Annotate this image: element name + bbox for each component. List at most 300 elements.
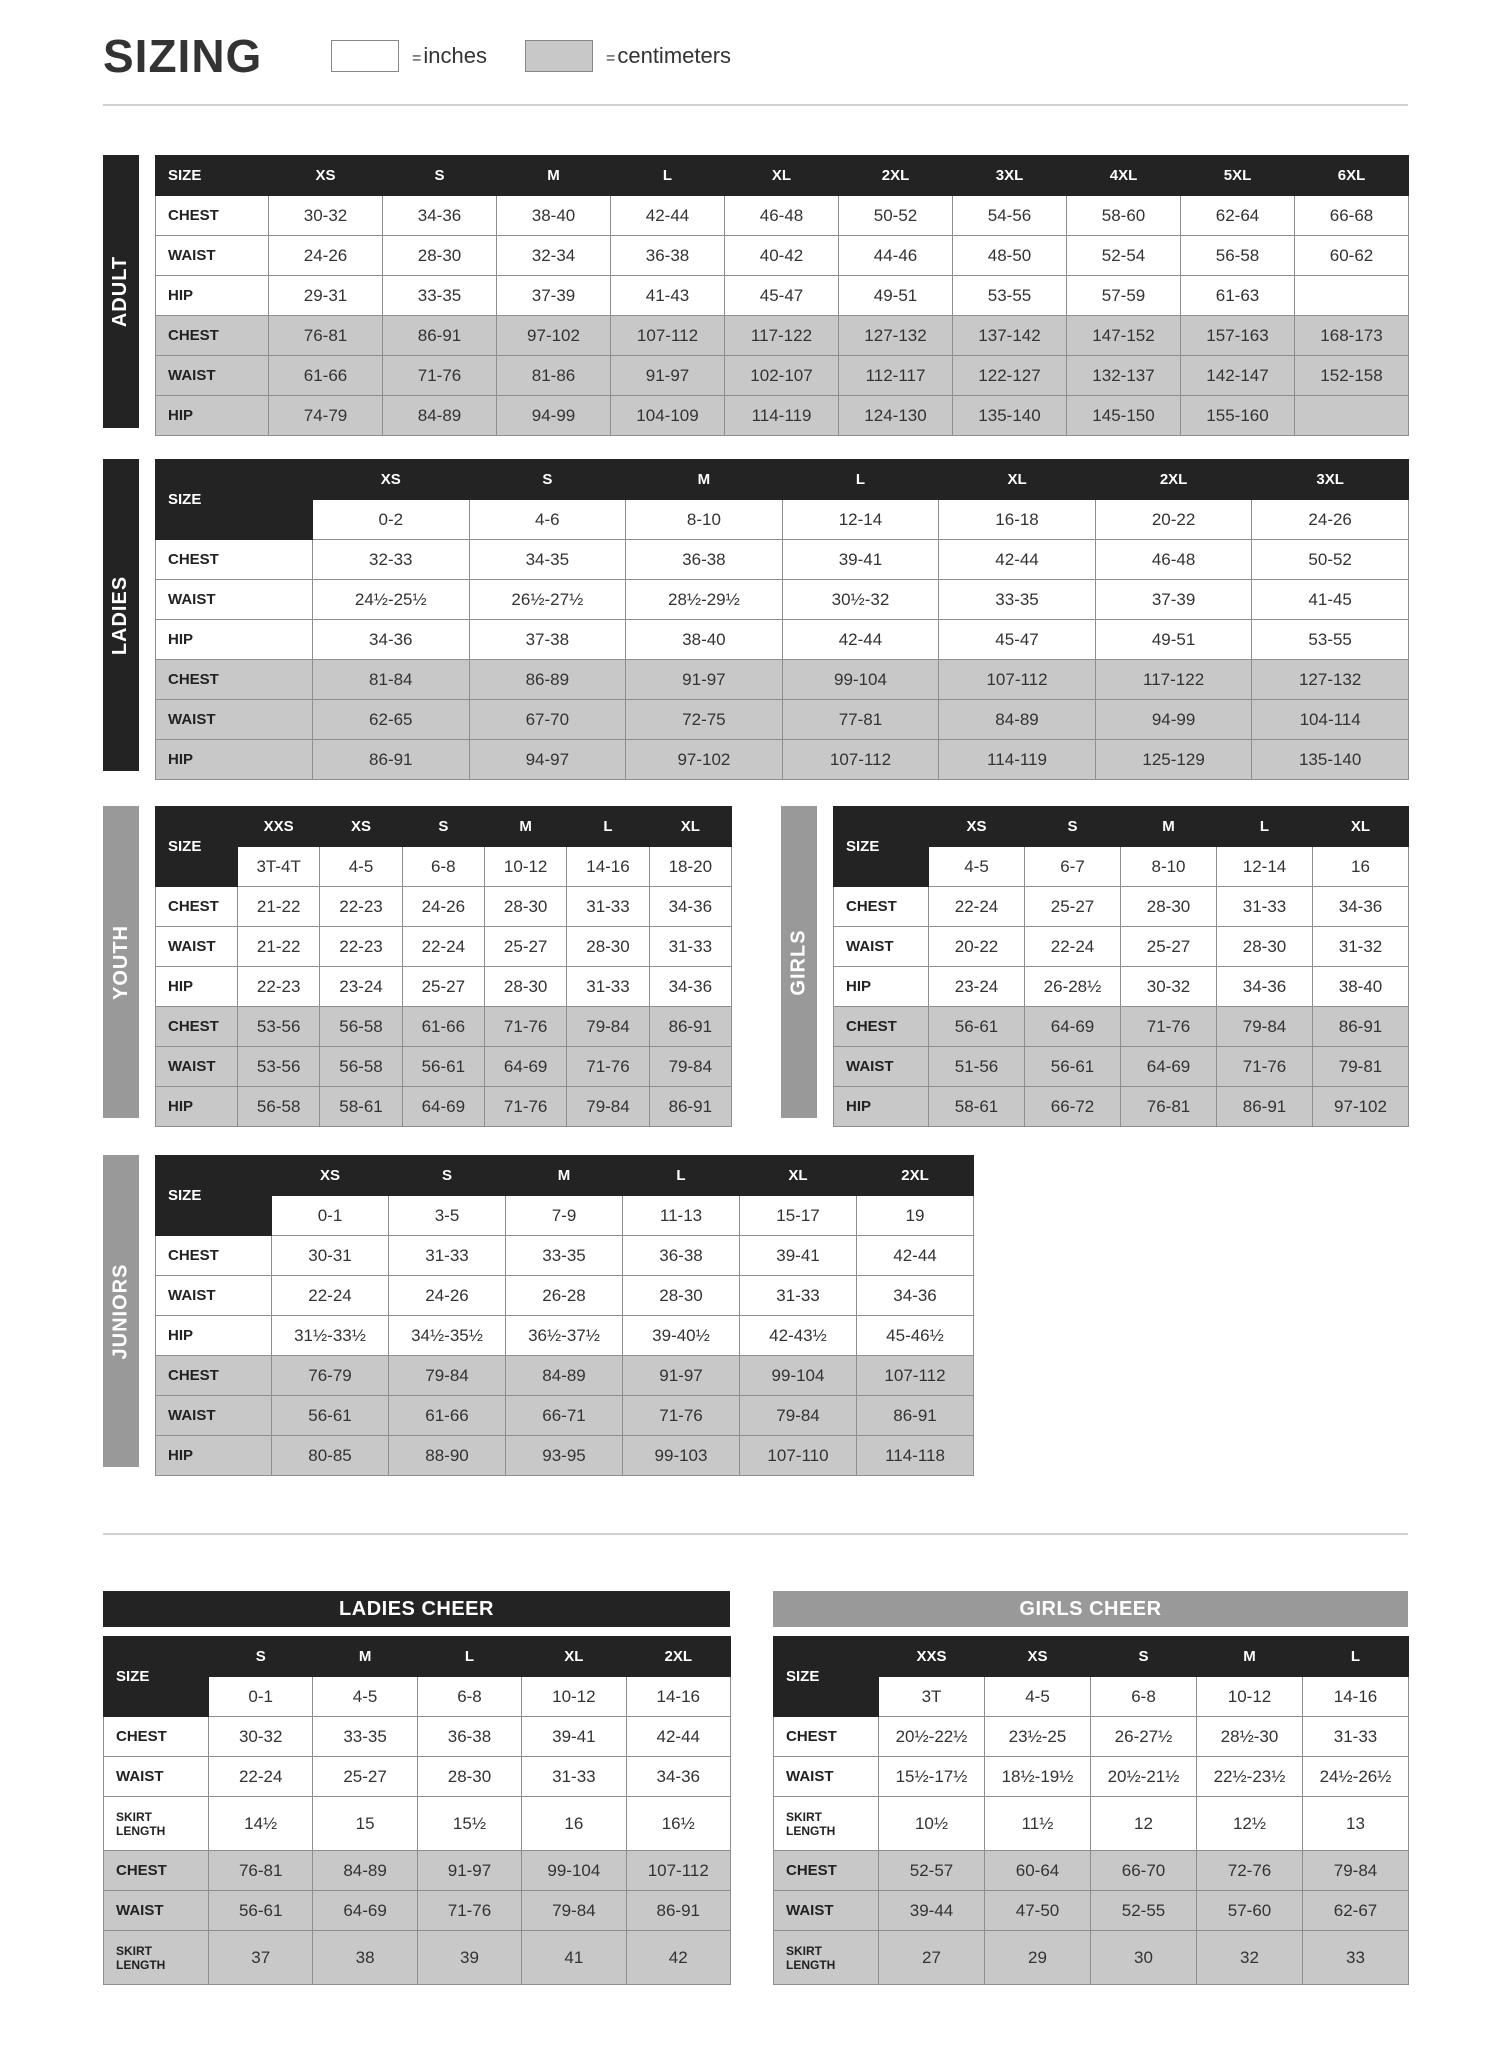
size-value-cell: 117-122 [725, 316, 839, 356]
size-value-cell [1295, 276, 1409, 316]
size-value-cell: 64-69 [313, 1891, 417, 1931]
inches-swatch [331, 40, 399, 72]
numeric-size-cell: 10-12 [522, 1677, 626, 1717]
size-value-cell: 33-35 [939, 580, 1096, 620]
size-header-l: L [782, 460, 939, 500]
size-value-cell: 142-147 [1181, 356, 1295, 396]
size-value-cell: 67-70 [469, 700, 626, 740]
hip-cm-row [156, 396, 1409, 436]
size-value-cell: 132-137 [1067, 356, 1181, 396]
measurement-label: WAIST [774, 1757, 879, 1797]
size-value-cell: 49-51 [1095, 620, 1252, 660]
size-value-cell: 28-30 [484, 887, 566, 927]
size-value-cell: 42-44 [611, 196, 725, 236]
size-header-l: L [611, 156, 725, 196]
size-value-cell: 53-55 [1252, 620, 1409, 660]
numeric-size-row [156, 847, 732, 887]
size-value-cell: 22½-23½ [1197, 1757, 1303, 1797]
ladies-cheer-size-table [103, 1636, 731, 1985]
size-value-cell: 145-150 [1067, 396, 1181, 436]
size-value-cell: 88-90 [389, 1436, 506, 1476]
size-value-cell: 71-76 [567, 1047, 649, 1087]
size-value-cell: 39-41 [522, 1717, 626, 1757]
size-value-cell: 112-117 [839, 356, 953, 396]
chest-cm-row [156, 660, 1409, 700]
size-value-cell: 16½ [626, 1797, 730, 1851]
size-value-cell: 20-22 [929, 927, 1025, 967]
size-header-xl: XL [725, 156, 839, 196]
size-value-cell: 12 [1091, 1797, 1197, 1851]
size-value-cell: 71-76 [1217, 1047, 1313, 1087]
size-value-cell: 31-33 [1303, 1717, 1409, 1757]
size-value-cell: 62-67 [1303, 1891, 1409, 1931]
size-header-xxs: XXS [238, 807, 320, 847]
size-header-xs: XS [929, 807, 1025, 847]
size-value-cell: 39-41 [740, 1236, 857, 1276]
numeric-size-cell: 6-7 [1025, 847, 1121, 887]
size-value-cell: 15½ [417, 1797, 521, 1851]
size-value-cell: 71-76 [484, 1007, 566, 1047]
measurement-label: CHEST [834, 1007, 929, 1047]
inches-legend [412, 41, 487, 74]
size-value-cell: 34-36 [649, 967, 731, 1007]
size-value-cell: 37-38 [469, 620, 626, 660]
size-value-cell: 66-72 [1025, 1087, 1121, 1127]
size-value-cell: 61-66 [269, 356, 383, 396]
measurement-label: HIP [156, 620, 313, 660]
size-value-cell: 54-56 [953, 196, 1067, 236]
size-header-2xl: 2XL [1095, 460, 1252, 500]
size-value-cell: 56-58 [238, 1087, 320, 1127]
ladies-cheer-title: LADIES CHEER [103, 1591, 730, 1627]
size-value-cell: 86-91 [857, 1396, 974, 1436]
size-value-cell: 24-26 [269, 236, 383, 276]
size-header-m: M [1197, 1637, 1303, 1677]
size-value-cell: 41-45 [1252, 580, 1409, 620]
size-value-cell: 94-99 [1095, 700, 1252, 740]
size-value-cell: 30-32 [269, 196, 383, 236]
size-value-cell: 40-42 [725, 236, 839, 276]
ladies-size-table [155, 459, 1409, 780]
youth-size-table [155, 806, 732, 1127]
size-value-cell: 124-130 [839, 396, 953, 436]
size-column-label: SIZE [156, 807, 238, 887]
measurement-label: HIP [156, 967, 238, 1007]
numeric-size-cell: 4-5 [985, 1677, 1091, 1717]
size-value-cell: 91-97 [626, 660, 783, 700]
size-value-cell: 86-91 [383, 316, 497, 356]
chest-cm-row [156, 1007, 732, 1047]
equals-sign: = [606, 50, 616, 67]
size-value-cell: 107-112 [857, 1356, 974, 1396]
measurement-label: WAIST [156, 236, 269, 276]
middle-divider [103, 1533, 1408, 1535]
size-value-cell: 18½-19½ [985, 1757, 1091, 1797]
size-header-4xl: 4XL [1067, 156, 1181, 196]
size-value-cell: 91-97 [623, 1356, 740, 1396]
chest-cm-row [156, 316, 1409, 356]
numeric-size-cell: 16-18 [939, 500, 1096, 540]
numeric-size-cell: 12-14 [1217, 847, 1313, 887]
numeric-size-cell: 4-5 [929, 847, 1025, 887]
size-header-row [156, 156, 1409, 196]
size-header-l: L [417, 1637, 521, 1677]
size-value-cell: 27 [879, 1931, 985, 1985]
size-value-cell: 21-22 [238, 887, 320, 927]
size-value-cell: 33-35 [383, 276, 497, 316]
skirt-length-inches-row [104, 1797, 731, 1851]
size-column-label: SIZE [104, 1637, 209, 1717]
youth-section-label: YOUTH [103, 806, 139, 1118]
hip-cm-row [156, 1436, 974, 1476]
size-value-cell: 137-142 [953, 316, 1067, 356]
numeric-size-cell: 6-8 [1091, 1677, 1197, 1717]
numeric-size-cell: 4-6 [469, 500, 626, 540]
measurement-label: WAIST [156, 580, 313, 620]
size-value-cell: 31-33 [740, 1276, 857, 1316]
size-value-cell: 36-38 [626, 540, 783, 580]
size-value-cell: 76-79 [272, 1356, 389, 1396]
size-value-cell: 28-30 [567, 927, 649, 967]
size-value-cell: 34-35 [469, 540, 626, 580]
size-header-row [156, 460, 1409, 500]
size-value-cell: 99-104 [522, 1851, 626, 1891]
numeric-size-cell: 24-26 [1252, 500, 1409, 540]
measurement-label: HIP [834, 1087, 929, 1127]
measurement-label: WAIST [104, 1891, 209, 1931]
size-value-cell: 28-30 [623, 1276, 740, 1316]
size-value-cell: 48-50 [953, 236, 1067, 276]
size-header-row [104, 1637, 731, 1677]
size-value-cell: 13 [1303, 1797, 1409, 1851]
measurement-label [774, 1797, 879, 1851]
size-value-cell: 32 [1197, 1931, 1303, 1985]
numeric-size-cell: 14-16 [626, 1677, 730, 1717]
size-value-cell: 72-75 [626, 700, 783, 740]
size-value-cell: 26-27½ [1091, 1717, 1197, 1757]
measurement-label: CHEST [834, 887, 929, 927]
size-header-s: S [402, 807, 484, 847]
measurement-label: WAIST [156, 356, 269, 396]
measurement-label: HIP [156, 1316, 272, 1356]
numeric-size-cell: 0-1 [209, 1677, 313, 1717]
size-value-cell: 99-104 [740, 1356, 857, 1396]
size-value-cell: 15½-17½ [879, 1757, 985, 1797]
numeric-size-cell: 4-5 [320, 847, 402, 887]
size-value-cell: 42 [626, 1931, 730, 1985]
size-value-cell: 30-32 [1121, 967, 1217, 1007]
measurement-label-text: SKIRT LENGTH [786, 1809, 836, 1838]
waist-cm-row [156, 356, 1409, 396]
size-value-cell: 36-38 [611, 236, 725, 276]
size-value-cell: 77-81 [782, 700, 939, 740]
size-value-cell: 36-38 [417, 1717, 521, 1757]
hip-cm-row [834, 1087, 1409, 1127]
size-value-cell: 84-89 [313, 1851, 417, 1891]
size-value-cell: 102-107 [725, 356, 839, 396]
hip-inches-row [156, 276, 1409, 316]
size-value-cell: 62-65 [313, 700, 470, 740]
size-value-cell: 38-40 [497, 196, 611, 236]
waist-cm-row [774, 1891, 1409, 1931]
size-value-cell: 25-27 [1121, 927, 1217, 967]
size-value-cell: 99-103 [623, 1436, 740, 1476]
chest-inches-row [104, 1717, 731, 1757]
size-value-cell: 39 [417, 1931, 521, 1985]
size-value-cell: 50-52 [1252, 540, 1409, 580]
size-value-cell: 36½-37½ [506, 1316, 623, 1356]
size-value-cell: 36-38 [623, 1236, 740, 1276]
size-header-2xl: 2XL [839, 156, 953, 196]
waist-cm-row [156, 1047, 732, 1087]
centimeters-swatch [525, 40, 593, 72]
size-value-cell: 22-24 [272, 1276, 389, 1316]
measurement-label: CHEST [156, 1007, 238, 1047]
measurement-label [774, 1931, 879, 1985]
waist-cm-row [156, 700, 1409, 740]
size-value-cell: 122-127 [953, 356, 1067, 396]
hip-inches-row [156, 1316, 974, 1356]
size-value-cell: 127-132 [839, 316, 953, 356]
waist-inches-row [156, 1276, 974, 1316]
size-value-cell: 34-36 [649, 887, 731, 927]
size-value-cell: 44-46 [839, 236, 953, 276]
size-value-cell: 71-76 [623, 1396, 740, 1436]
size-value-cell: 45-47 [725, 276, 839, 316]
waist-inches-row [156, 236, 1409, 276]
size-header-xl: XL [649, 807, 731, 847]
size-value-cell: 30-32 [209, 1717, 313, 1757]
size-value-cell: 38-40 [1313, 967, 1409, 1007]
size-value-cell: 56-61 [1025, 1047, 1121, 1087]
numeric-size-cell: 18-20 [649, 847, 731, 887]
size-value-cell: 57-59 [1067, 276, 1181, 316]
size-value-cell: 34-36 [626, 1757, 730, 1797]
size-value-cell: 24½-25½ [313, 580, 470, 620]
size-value-cell: 30-31 [272, 1236, 389, 1276]
size-value-cell: 168-173 [1295, 316, 1409, 356]
size-value-cell: 42-44 [857, 1236, 974, 1276]
size-value-cell: 91-97 [417, 1851, 521, 1891]
size-value-cell: 71-76 [484, 1087, 566, 1127]
size-value-cell: 34-36 [383, 196, 497, 236]
size-header-m: M [506, 1156, 623, 1196]
size-value-cell: 23-24 [320, 967, 402, 1007]
chest-cm-row [834, 1007, 1409, 1047]
size-value-cell: 22-23 [320, 927, 402, 967]
hip-cm-row [156, 1087, 732, 1127]
size-value-cell: 32-34 [497, 236, 611, 276]
size-value-cell: 86-91 [626, 1891, 730, 1931]
measurement-label: HIP [156, 1436, 272, 1476]
measurement-label [104, 1931, 209, 1985]
measurement-label: WAIST [104, 1757, 209, 1797]
size-value-cell: 56-61 [209, 1891, 313, 1931]
numeric-size-cell: 10-12 [1197, 1677, 1303, 1717]
size-header-5xl: 5XL [1181, 156, 1295, 196]
chest-cm-row [774, 1851, 1409, 1891]
size-value-cell: 25-27 [402, 967, 484, 1007]
size-value-cell: 79-84 [567, 1007, 649, 1047]
size-value-cell [1295, 396, 1409, 436]
size-value-cell: 79-84 [649, 1047, 731, 1087]
size-value-cell: 39-44 [879, 1891, 985, 1931]
size-value-cell: 50-52 [839, 196, 953, 236]
size-header-xl: XL [740, 1156, 857, 1196]
size-header-s: S [209, 1637, 313, 1677]
chest-cm-row [104, 1851, 731, 1891]
size-value-cell: 42-43½ [740, 1316, 857, 1356]
size-value-cell: 22-23 [238, 967, 320, 1007]
numeric-size-cell: 10-12 [484, 847, 566, 887]
size-value-cell: 61-66 [389, 1396, 506, 1436]
inches-label: inches [423, 43, 487, 68]
size-value-cell: 41-43 [611, 276, 725, 316]
size-value-cell: 104-109 [611, 396, 725, 436]
ladies-section-label: LADIES [103, 459, 139, 771]
size-header-m: M [1121, 807, 1217, 847]
size-value-cell: 61-66 [402, 1007, 484, 1047]
size-value-cell: 24-26 [389, 1276, 506, 1316]
girls-cheer-title: GIRLS CHEER [773, 1591, 1408, 1627]
size-value-cell: 25-27 [1025, 887, 1121, 927]
chest-inches-row [774, 1717, 1409, 1757]
size-value-cell: 79-84 [740, 1396, 857, 1436]
size-value-cell: 76-81 [1121, 1087, 1217, 1127]
size-value-cell: 24½-26½ [1303, 1757, 1409, 1797]
size-value-cell: 86-91 [1313, 1007, 1409, 1047]
size-column-label: SIZE [156, 460, 313, 540]
measurement-label: WAIST [156, 700, 313, 740]
size-value-cell: 25-27 [313, 1757, 417, 1797]
size-value-cell: 71-76 [417, 1891, 521, 1931]
size-value-cell: 94-97 [469, 740, 626, 780]
size-value-cell: 25-27 [484, 927, 566, 967]
chest-inches-row [156, 540, 1409, 580]
size-value-cell: 46-48 [725, 196, 839, 236]
size-header-m: M [313, 1637, 417, 1677]
size-value-cell: 60-62 [1295, 236, 1409, 276]
size-value-cell: 16 [522, 1797, 626, 1851]
measurement-label: CHEST [156, 196, 269, 236]
size-value-cell: 107-112 [626, 1851, 730, 1891]
size-value-cell: 81-86 [497, 356, 611, 396]
size-value-cell: 53-55 [953, 276, 1067, 316]
waist-inches-row [774, 1757, 1409, 1797]
size-value-cell: 79-84 [522, 1891, 626, 1931]
size-value-cell: 51-56 [929, 1047, 1025, 1087]
measurement-label: CHEST [156, 316, 269, 356]
size-column-label: SIZE [156, 1156, 272, 1236]
measurement-label: WAIST [834, 1047, 929, 1087]
size-value-cell: 15 [313, 1797, 417, 1851]
size-value-cell: 20½-22½ [879, 1717, 985, 1757]
numeric-size-cell: 0-2 [313, 500, 470, 540]
size-header-xs: XS [269, 156, 383, 196]
size-value-cell: 31-33 [1217, 887, 1313, 927]
size-value-cell: 84-89 [939, 700, 1096, 740]
measurement-label: CHEST [156, 540, 313, 580]
size-value-cell: 66-71 [506, 1396, 623, 1436]
chest-inches-row [156, 196, 1409, 236]
size-value-cell: 104-114 [1252, 700, 1409, 740]
measurement-label: HIP [156, 276, 269, 316]
size-header-3xl: 3XL [1252, 460, 1409, 500]
adult-size-table [155, 155, 1409, 436]
size-value-cell: 93-95 [506, 1436, 623, 1476]
size-value-cell: 34-36 [1313, 887, 1409, 927]
size-value-cell: 10½ [879, 1797, 985, 1851]
size-value-cell: 107-112 [939, 660, 1096, 700]
size-value-cell: 29-31 [269, 276, 383, 316]
size-value-cell: 38-40 [626, 620, 783, 660]
size-header-xs: XS [313, 460, 470, 500]
size-value-cell: 12½ [1197, 1797, 1303, 1851]
waist-inches-row [156, 580, 1409, 620]
size-header-l: L [623, 1156, 740, 1196]
numeric-size-cell: 12-14 [782, 500, 939, 540]
waist-inches-row [156, 927, 732, 967]
size-value-cell: 107-110 [740, 1436, 857, 1476]
numeric-size-cell: 15-17 [740, 1196, 857, 1236]
waist-inches-row [104, 1757, 731, 1797]
numeric-size-cell: 0-1 [272, 1196, 389, 1236]
size-header-s: S [1091, 1637, 1197, 1677]
numeric-size-cell: 6-8 [417, 1677, 521, 1717]
size-value-cell: 64-69 [1121, 1047, 1217, 1087]
size-header-xl: XL [1313, 807, 1409, 847]
numeric-size-cell: 6-8 [402, 847, 484, 887]
size-value-cell: 52-55 [1091, 1891, 1197, 1931]
size-value-cell: 42-44 [626, 1717, 730, 1757]
size-value-cell: 31½-33½ [272, 1316, 389, 1356]
size-value-cell: 11½ [985, 1797, 1091, 1851]
skirt-length-cm-row [104, 1931, 731, 1985]
measurement-label-text: SKIRT LENGTH [116, 1943, 166, 1972]
size-value-cell: 22-24 [209, 1757, 313, 1797]
size-header-s: S [469, 460, 626, 500]
measurement-label: WAIST [156, 927, 238, 967]
numeric-size-cell: 8-10 [626, 500, 783, 540]
size-header-m: M [497, 156, 611, 196]
size-value-cell: 71-76 [383, 356, 497, 396]
size-value-cell: 28-30 [417, 1757, 521, 1797]
measurement-label: CHEST [104, 1717, 209, 1757]
size-header-row [156, 807, 732, 847]
size-value-cell: 45-46½ [857, 1316, 974, 1356]
size-value-cell: 14½ [209, 1797, 313, 1851]
skirt-length-cm-row [774, 1931, 1409, 1985]
chest-inches-row [834, 887, 1409, 927]
size-value-cell: 107-112 [611, 316, 725, 356]
size-value-cell: 60-64 [985, 1851, 1091, 1891]
size-header-l: L [1217, 807, 1313, 847]
size-value-cell: 56-61 [402, 1047, 484, 1087]
size-value-cell: 157-163 [1181, 316, 1295, 356]
waist-cm-row [156, 1396, 974, 1436]
numeric-size-cell: 16 [1313, 847, 1409, 887]
size-header-l: L [567, 807, 649, 847]
size-value-cell: 97-102 [1313, 1087, 1409, 1127]
size-value-cell: 58-61 [320, 1087, 402, 1127]
girls-section-label: GIRLS [781, 806, 817, 1118]
size-header-2xl: 2XL [626, 1637, 730, 1677]
size-value-cell: 42-44 [939, 540, 1096, 580]
waist-cm-row [834, 1047, 1409, 1087]
size-value-cell: 76-81 [209, 1851, 313, 1891]
measurement-label: CHEST [774, 1851, 879, 1891]
juniors-section-label: JUNIORS [103, 1155, 139, 1467]
